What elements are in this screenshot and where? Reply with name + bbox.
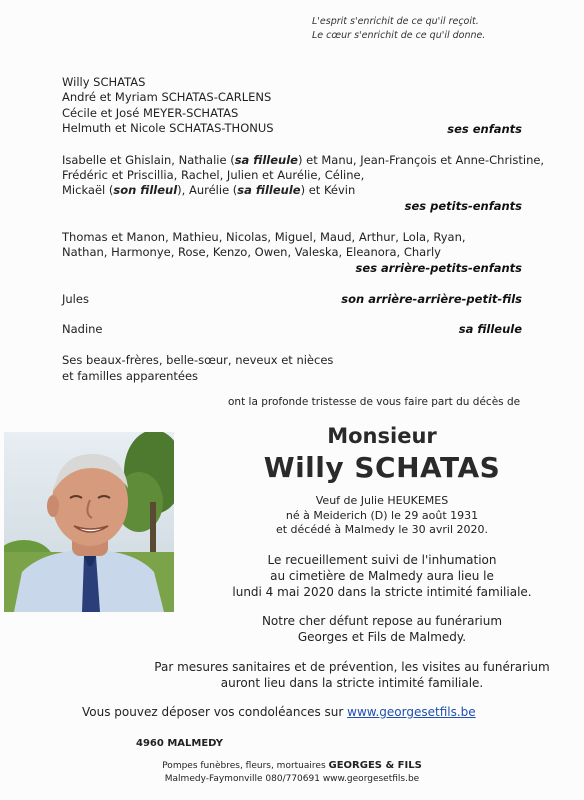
footer-company: GEORGES & FILS (328, 760, 422, 771)
children-line: Helmuth et Nicole SCHATAS-THONUS (62, 121, 274, 135)
footer-line-1 (0, 760, 584, 771)
grandchildren-text: ) et Manu, Jean-François et Anne-Christine, (297, 153, 545, 167)
great-grandchildren-line-2: Nathan, Harmonye, Rose, Kenzo, Owen, Valeska, Eleanora, Charly (62, 245, 441, 259)
grandchildren-line-3 (62, 183, 355, 198)
condolences-text: Vous pouvez déposer vos condoléances sur (82, 705, 348, 719)
deceased-name: Willy SCHATAS (263, 451, 501, 484)
others-line-1: Ses beaux-frères, belle-sœur, neveux et nièces (62, 353, 334, 367)
children-role: ses enfants (447, 122, 522, 136)
condolences-link[interactable]: www.georgesetfils.be (347, 705, 476, 719)
measures-line-1: Par mesures sanitaires et de prévention, les visites au funérarium (154, 660, 550, 674)
condolences-line (82, 705, 476, 719)
ceremony-line-1: Le recueillement suivi de l'inhumation (267, 553, 497, 567)
quote-line-2: Le cœur s'enrichit de ce qu'il donne. (312, 30, 486, 41)
great-great-grandchild-name: Jules (62, 292, 89, 306)
footer-services: Pompes funèbres, fleurs, mortuaires (162, 761, 329, 771)
deceased-title: Monsieur (327, 424, 437, 448)
grandchildren-line-1 (62, 153, 544, 168)
grandchildren-text: ) et Kévin (300, 183, 356, 197)
goddaughter-name: Nadine (62, 322, 103, 336)
godson-mark: son filleul (113, 183, 178, 197)
grandchildren-text: Mickaël ( (62, 183, 114, 197)
rest-line-1: Notre cher défunt repose au funérarium (261, 614, 503, 628)
goddaughter-role: sa filleule (458, 322, 522, 336)
grandchildren-role: ses petits-enfants (404, 199, 522, 213)
quote-line-1: L'esprit s'enrichit de ce qu'il reçoit. (312, 16, 479, 27)
grandchildren-line-2: Frédéric et Priscillia, Rachel, Julien et Aurélie, Céline, (62, 168, 365, 182)
measures-line-2: auront lieu dans la stricte intimité familiale. (220, 676, 484, 690)
address: 4960 MALMEDY (136, 738, 223, 749)
goddaughter-mark: sa filleule (234, 153, 298, 167)
deceased-widower: Veuf de Julie HEUKEMES (315, 494, 449, 507)
portrait-illustration (4, 432, 174, 612)
children-line: Cécile et José MEYER-SCHATAS (62, 106, 239, 120)
great-grandchildren-role: ses arrière-petits-enfants (355, 261, 522, 275)
grandchildren-text: ), Aurélie ( (177, 183, 238, 197)
children-line: Willy SCHATAS (62, 75, 146, 89)
deceased-death: et décédé à Malmedy le 30 avril 2020. (275, 523, 489, 536)
children-line: André et Myriam SCHATAS-CARLENS (62, 90, 272, 104)
goddaughter-mark: sa filleule (237, 183, 301, 197)
deceased-birth: né à Meiderich (D) le 29 août 1931 (285, 509, 479, 522)
ceremony-line-2: au cimetière de Malmedy aura lieu le (270, 569, 494, 583)
ceremony-line-3: lundi 4 mai 2020 dans la stricte intimité familiale. (232, 585, 532, 599)
great-great-grandchild-role: son arrière-arrière-petit-fils (341, 292, 522, 306)
deceased-photo (4, 432, 174, 612)
others-line-2: et familles apparentées (62, 369, 199, 383)
footer-line-2: Malmedy-Faymonville 080/770691 www.georgesetfils.be (164, 774, 420, 784)
rest-line-2: Georges et Fils de Malmedy. (297, 630, 467, 644)
great-grandchildren-line-1: Thomas et Manon, Mathieu, Nicolas, Miguel, Maud, Arthur, Lola, Ryan, (62, 230, 466, 244)
announcement: ont la profonde tristesse de vous faire part du décès de (228, 396, 521, 408)
grandchildren-text: Isabelle et Ghislain, Nathalie ( (62, 153, 235, 167)
